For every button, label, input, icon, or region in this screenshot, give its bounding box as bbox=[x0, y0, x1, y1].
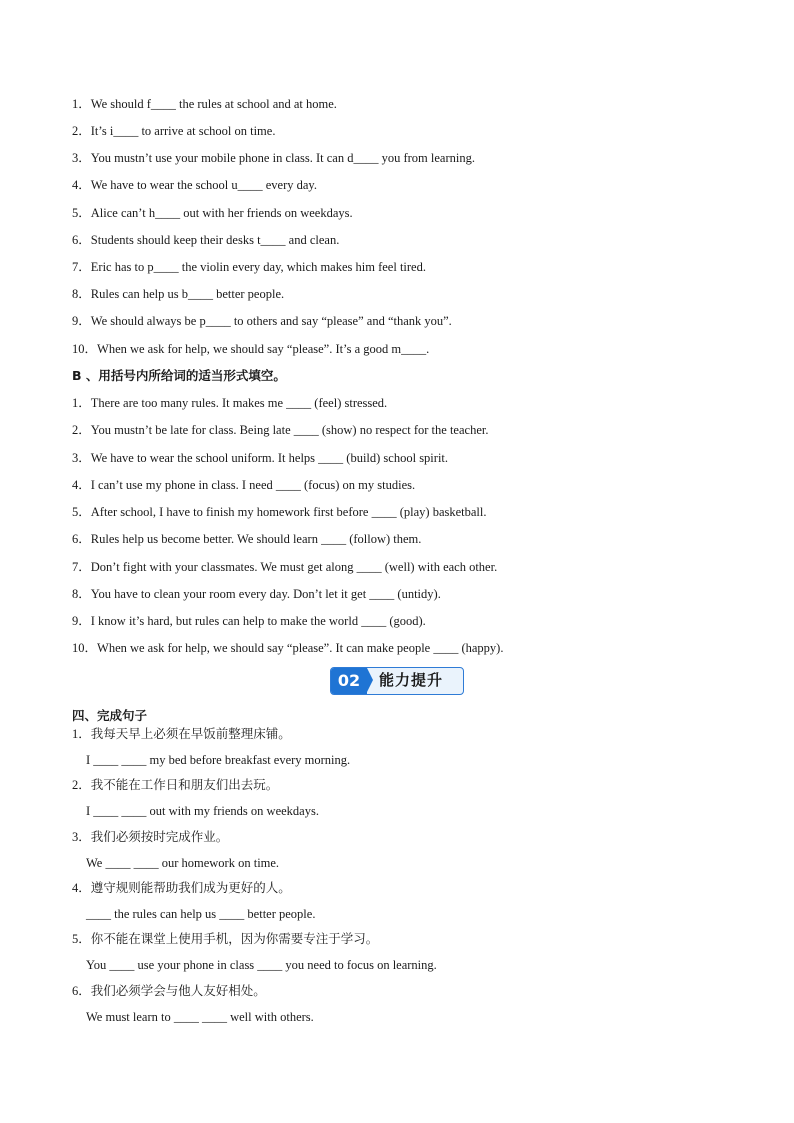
question-b9: 9．I know it’s hard, but rules can help to make the world ____ (good). bbox=[72, 614, 426, 628]
part-4-heading: 四、完成句子 bbox=[72, 708, 148, 723]
question-a10: 10．When we ask for help, we should say “please”. It’s a good m____. bbox=[72, 342, 430, 356]
question-b8: 8．You have to clean your room every day. Don’t let it get ____ (untidy). bbox=[72, 587, 441, 601]
sentence-answer-4: ____ the rules can help us ____ better people. bbox=[86, 907, 316, 921]
sentence-prompt-1: 1．我每天早上必须在早饭前整理床铺。 bbox=[72, 726, 291, 741]
question-a8: 8．Rules can help us b____ better people. bbox=[72, 287, 285, 301]
sentence-prompt-5: 5．你不能在课堂上使用手机，因为你需要专注于学习。 bbox=[72, 931, 379, 946]
question-a1: 1．We should f____ the rules at school and at home. bbox=[72, 97, 337, 111]
sentence-answer-2: I ____ ____ out with my friends on weekdays. bbox=[86, 804, 319, 818]
question-a4: 4．We have to wear the school u____ every day. bbox=[72, 178, 317, 192]
question-b3: 3．We have to wear the school uniform. It helps ____ (build) school spirit. bbox=[72, 451, 449, 465]
question-b4: 4．I can’t use my phone in class. I need ____ (focus) on my studies. bbox=[72, 478, 416, 492]
question-a9: 9．We should always be p____ to others and say “please” and “thank you”. bbox=[72, 314, 452, 328]
question-b6: 6．Rules help us become better. We should learn ____ (follow) them. bbox=[72, 532, 422, 546]
question-a3: 3．You mustn’t use your mobile phone in class. It can d____ you from learning. bbox=[72, 151, 475, 165]
question-a5: 5．Alice can’t h____ out with her friends on weekdays. bbox=[72, 206, 353, 220]
sentence-prompt-6: 6．我们必须学会与他人友好相处。 bbox=[72, 983, 266, 998]
question-b5: 5．After school, I have to finish my homework first before ____ (play) basketball. bbox=[72, 505, 487, 519]
sentence-prompt-3: 3．我们必须按时完成作业。 bbox=[72, 829, 229, 844]
section-badge bbox=[330, 667, 464, 695]
part-b-heading: B 、用括号内所给词的适当形式填空。 bbox=[72, 368, 286, 383]
section-badge-label: 能力提升 bbox=[379, 671, 444, 689]
question-b7: 7．Don’t fight with your classmates. We must get along ____ (well) with each other. bbox=[72, 560, 498, 574]
question-b1: 1．There are too many rules. It makes me ____ (feel) stressed. bbox=[72, 396, 388, 410]
sentence-answer-5: You ____ use your phone in class ____ you need to focus on learning. bbox=[86, 958, 437, 972]
sentence-answer-3: We ____ ____ our homework on time. bbox=[86, 856, 280, 870]
section-badge-number: 02 bbox=[331, 668, 367, 694]
sentence-prompt-2: 2．我不能在工作日和朋友们出去玩。 bbox=[72, 777, 279, 792]
question-b2: 2．You mustn’t be late for class. Being late ____ (show) no respect for the teacher. bbox=[72, 423, 489, 437]
sentence-answer-1: I ____ ____ my bed before breakfast every morning. bbox=[86, 753, 351, 767]
question-a2: 2．It’s i____ to arrive at school on time. bbox=[72, 124, 276, 138]
question-a6: 6．Students should keep their desks t____ and clean. bbox=[72, 233, 340, 247]
question-b10: 10．When we ask for help, we should say “please”. It can make people ____ (happy). bbox=[72, 641, 504, 655]
sentence-prompt-4: 4．遵守规则能帮助我们成为更好的人。 bbox=[72, 880, 291, 895]
question-a7: 7．Eric has to p____ the violin every day, which makes him feel tired. bbox=[72, 260, 426, 274]
sentence-answer-6: We must learn to ____ ____ well with others. bbox=[86, 1010, 314, 1024]
